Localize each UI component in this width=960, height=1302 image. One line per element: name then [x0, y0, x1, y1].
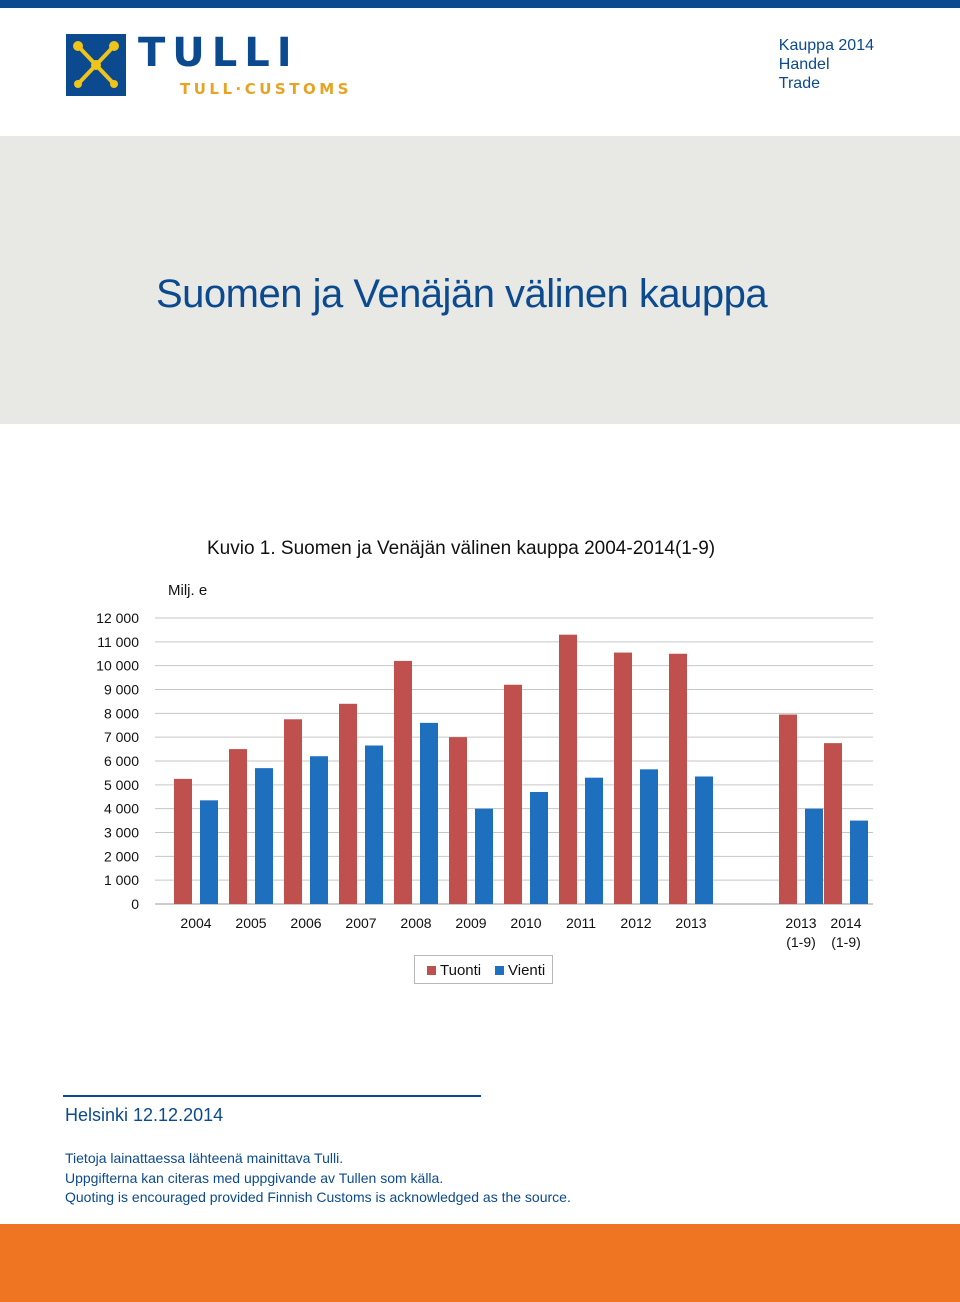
- y-tick-label: 8 000: [103, 705, 139, 722]
- bar-import: [394, 661, 412, 904]
- publication-date: Helsinki 12.12.2014: [65, 1105, 224, 1125]
- footer-rule: [63, 1095, 481, 1097]
- bar-export: [365, 746, 383, 904]
- bar-export: [420, 723, 438, 904]
- x-tick-labels: [180, 915, 861, 950]
- bar-export: [640, 769, 658, 904]
- page-title: Suomen ja Venäjän välinen kauppa: [156, 272, 768, 316]
- citation-note-en: Quoting is encouraged provided Finnish Customs is acknowledged as the source.: [65, 1189, 571, 1205]
- bar-import: [284, 719, 302, 904]
- y-tick-label: 1 000: [103, 872, 139, 889]
- bar-export: [695, 776, 713, 904]
- tulli-logo: [66, 30, 386, 100]
- y-tick-label: 6 000: [103, 753, 139, 769]
- bar-import: [174, 779, 192, 904]
- bar-export: [805, 809, 823, 904]
- y-tick-label: 7 000: [103, 729, 139, 746]
- bar-import: [449, 737, 467, 904]
- y-unit-label: Milj. e: [168, 582, 208, 599]
- x-tick-label: 2010: [510, 915, 542, 931]
- bar-import: [669, 654, 687, 904]
- chart-title: Kuvio 1. Suomen ja Venäjän välinen kauppa 2004-2014(1-9): [207, 538, 716, 559]
- y-tick-label: 12 000: [96, 610, 139, 626]
- bar-import: [614, 653, 632, 904]
- bar-import: [339, 704, 357, 904]
- x-tick-label: 2007: [345, 915, 377, 931]
- bar-export: [585, 778, 603, 904]
- y-tick-label: 5 000: [103, 776, 139, 793]
- bar-export: [310, 756, 328, 904]
- legend-label-export: Vienti: [508, 962, 546, 979]
- citation-note-fi: Tietoja lainattaessa lähteenä mainittava Tulli.: [65, 1150, 344, 1166]
- x-tick-label: 2014: [830, 915, 862, 931]
- x-tick-label: (1-9): [831, 934, 861, 950]
- y-tick-label: 4 000: [103, 800, 139, 817]
- legend-label-import: Tuonti: [440, 962, 482, 979]
- bar-export: [475, 809, 493, 904]
- x-tick-label: (1-9): [786, 934, 816, 950]
- top-accent-bar: [0, 0, 960, 8]
- legend-item-import: [427, 962, 481, 979]
- doc-type-sv: Handel: [778, 56, 830, 73]
- bar-import: [779, 715, 797, 904]
- logo-subtitle: TULL·CUSTOMS: [180, 80, 352, 98]
- bottom-accent-bar: [0, 1224, 960, 1302]
- logo-wordmark: TULLI: [138, 30, 299, 76]
- bar-import: [824, 743, 842, 904]
- y-tick-label: 3 000: [103, 824, 139, 841]
- y-tick-label: 2 000: [103, 848, 139, 865]
- bar-export: [255, 768, 273, 904]
- x-tick-label: 2008: [400, 915, 432, 931]
- y-tick-labels: [96, 610, 139, 912]
- x-tick-label: 2006: [290, 915, 322, 931]
- legend-swatch-export: [495, 966, 504, 975]
- citation-note-sv: Uppgifterna kan citeras med uppgivande av Tullen som källa.: [65, 1170, 444, 1186]
- y-tick-label: 11 000: [97, 633, 139, 650]
- bar-import: [229, 749, 247, 904]
- chart-legend: [414, 955, 553, 984]
- x-tick-label: 2013: [675, 915, 707, 931]
- x-tick-label: 2004: [180, 915, 212, 931]
- bar-import: [504, 685, 522, 904]
- x-tick-label: 2005: [235, 915, 267, 931]
- legend-item-export: [495, 962, 545, 979]
- x-tick-label: 2009: [455, 915, 487, 931]
- legend-swatch-import: [427, 966, 436, 975]
- bar-chart: [0, 560, 960, 960]
- doc-type-fi: Kauppa 2014: [778, 37, 874, 54]
- y-tick-label: 0: [131, 896, 139, 912]
- doc-type-en: Trade: [778, 75, 820, 92]
- bar-export: [200, 800, 218, 904]
- bar-export: [850, 821, 868, 904]
- tulli-emblem-icon: [66, 34, 126, 96]
- document-type: [779, 36, 874, 93]
- x-tick-label: 2012: [620, 915, 652, 931]
- bar-import: [559, 635, 577, 904]
- y-tick-label: 10 000: [96, 657, 139, 674]
- y-tick-label: 9 000: [103, 681, 139, 698]
- x-tick-label: 2013: [785, 915, 817, 931]
- bars: [174, 635, 868, 904]
- x-tick-label: 2011: [565, 915, 597, 931]
- bar-export: [530, 792, 548, 904]
